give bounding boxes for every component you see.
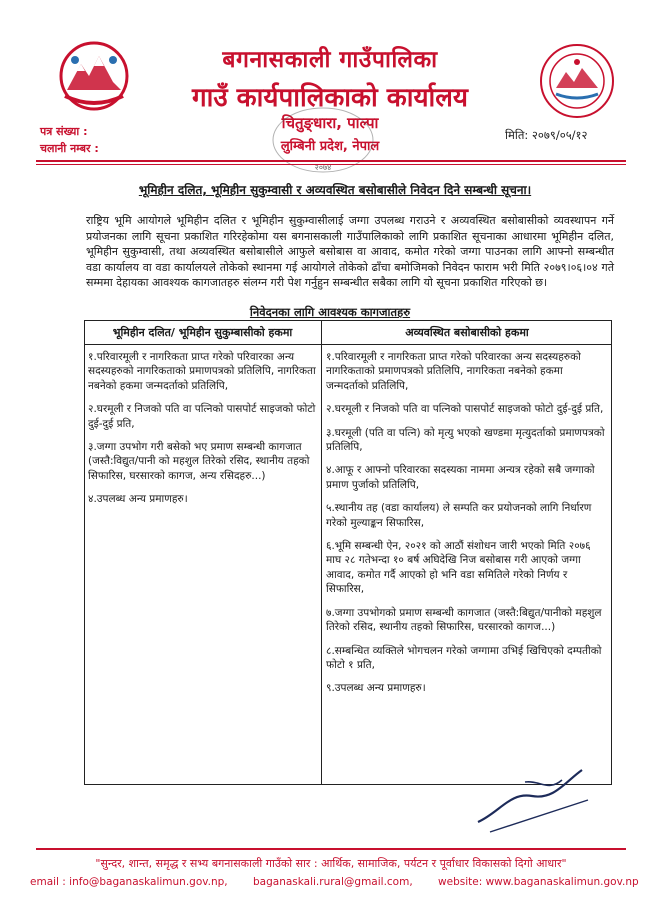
- officer-signature: [470, 752, 600, 842]
- list-item: २.घरमूली र निजको पति वा पत्निको पासपोर्ट साइजको फोटो दुई-दुई प्रति,: [88, 403, 316, 430]
- header-divider: [36, 160, 626, 162]
- letter-number-label: पत्र संख्या :: [40, 125, 88, 138]
- notice-body: राष्ट्रिय भूमि आयोगले भूमिहीन दलित र भूमिहीन सुकुम्वासीलाई जग्गा उपलब्ध गराउने र अव्यवस्थित बसोबासीको व्यवस्थापन गर्ने प्रयोजनका लागि सूचना प्रकाशित गरिरहेकोमा यस बगनासकाली गाउँपालिकाको लागि प्रकाशित सूचनाका आधारमा भूमिहीन दलित, भूमिहीन सुकुम्वासी, तथा अव्यवस्थित बसोबासीले आफुले बसोबास वा आवाद, कमोत गरेको जग्गा पाउनका लागि आफ्नो सम्बन्धीत वडा कार्यालय वा वडा कार्यालयले तोकेको स्थानमा गई आयोगले तोकेको ढाँचा बमोजिमको निवेदन फाराम भरी मिति २०७९।०६।०४ गते सम्ममा देहायका आवश्यक कागजातहरु संलग्न गरी पेश गर्नुहुन सम्बन्धीत सबैका लागि यो सूचना प्रकाशित गरिएको छ।: [86, 214, 614, 290]
- table-header-landless: भूमिहीन दलित/ भूमिहीन सुकुम्बासीको हकमा: [112, 326, 293, 339]
- list-item: १.परिवारमूली र नागरिकता प्राप्त गरेको परिवारका अन्य सदस्यहरुको नागरिकताको प्रमाणपत्रको प्रतिलिपि, नागरिकता नबनेको हकमा जन्मदर्ताको प्रतिलिपि,: [88, 351, 316, 392]
- header-divider-thin: [36, 164, 626, 165]
- office-stamp-icon: [268, 104, 378, 176]
- office-title-line2: गाउँ कार्यपालिकाको कार्यालय: [192, 83, 468, 113]
- list-item: ७.जग्गा उपभोगको प्रमाण सम्बन्धी कागजात (जस्तै:बिद्युत/पानीको महशुल तिरेको रसिद, स्थानीय तहको सिफारिस, घरसारको कागज...): [326, 606, 602, 634]
- requirements-title: निवेदनका लागि आवश्यक कागजातहरु: [249, 305, 411, 319]
- footer-email-1: email : info@baganaskalimun.gov.np,: [30, 876, 228, 888]
- table-header-informal-settlers: अव्यवस्थित बसोबासीको हकमा: [405, 326, 529, 339]
- office-address-line1: चितुङ्धारा, पाल्पा: [281, 114, 379, 132]
- letter-date: मिति: २०७९/०५/१२: [505, 128, 588, 142]
- table-column-divider: [321, 320, 322, 785]
- footer-contact: [30, 876, 639, 888]
- list-item: २.घरमूली र निजको पति वा पत्निको पासपोर्ट साइजको फोटो दुई-दुई प्रति,: [326, 403, 604, 416]
- list-item: ८.सम्बन्धित व्यक्तिले भोगचलन गरेको जग्गामा उभिई खिचिएको दम्पतीको फोटो १ प्रति,: [326, 644, 602, 671]
- office-address-line2: लुम्बिनी प्रदेश, नेपाल: [280, 139, 380, 154]
- stamp-year: २०७४: [314, 163, 332, 172]
- landless-requirements-list: [88, 350, 316, 516]
- list-item: ४.आफू र आफ्नो परिवारका सदस्यका नाममा अन्यत्र रहेको सबै जग्गाको प्रमाण पुर्जाको प्रतिलिपि,: [326, 464, 595, 491]
- informal-settlers-requirements-list: [326, 350, 608, 705]
- footer-slogan: "सुन्दर, शान्त, समृद्ध र सभ्य बगनासकाली गाउँको सार : आर्थिक, सामाजिक, पर्यटन र पूर्वाधार विकासको दिगो आधार": [95, 857, 567, 870]
- municipality-seal-icon: [538, 42, 616, 120]
- notice-subject: भूमिहीन दलित, भूमिहीन सुकुम्वासी र अव्यवस्थित बसोबासीले निवेदन दिने सम्बन्धी सूचना।: [138, 183, 532, 197]
- table-header-divider: [84, 344, 612, 345]
- footer-email-2: baganaskali.rural@gmail.com,: [253, 876, 413, 888]
- footer-divider: [36, 848, 626, 850]
- list-item: ४.उपलब्ध अन्य प्रमाणहरु।: [88, 493, 188, 506]
- list-item: ५.स्थानीय तह (वडा कार्यालय) ले सम्पति कर प्रयोजनको लागि निर्धारण गरेको मुल्याङ्कन सिफारिस,: [326, 502, 592, 529]
- list-item: ६.भूमि सम्बन्धी ऐन, २०२१ को आठौं संशोधन जारी भएको मिति २०७६ माघ २८ गतेभन्दा १० बर्ष अघिदेखि निज बसोबास गरी आएको जग्गा आवाद, कमोत गर्दै आएको हो भनि वडा समितिले गरेको निर्णय र सिफारिस,: [326, 540, 591, 596]
- list-item: ३.जग्गा उपभोग गरी बसेको भए प्रमाण सम्बन्धी कागजात (जस्तै:विद्युत/पानी को महशुल तिरेको रसिद, स्थानीय तहको सिफारिस, घरसारको कागज, अन्य रसिदहरु...): [88, 441, 310, 482]
- footer-website: website: www.baganaskalimun.gov.np: [438, 876, 639, 888]
- dispatch-number-label: चलानी नम्बर :: [40, 142, 99, 155]
- list-item: ९.उपलब्ध अन्य प्रमाणहरु।: [326, 682, 426, 695]
- list-item: १.परिवारमूली र नागरिकता प्राप्त गरेको परिवारका अन्य सदस्यहरुको नागरिकताको प्रमाणपत्रको प्रतिलिपि, नागरिकता नबनेको हकमा जन्मदर्ताको प्रतिलिपि,: [326, 351, 581, 392]
- office-title-line1: बगनासकाली गाउँपालिका: [222, 47, 438, 73]
- nepal-emblem-icon: [55, 40, 133, 112]
- list-item: ३.घरमूली (पति वा पत्नि) को मृत्यु भएको खण्डमा मृत्युदर्ताको प्रमाणपत्रको प्रतिलिपि,: [326, 426, 605, 454]
